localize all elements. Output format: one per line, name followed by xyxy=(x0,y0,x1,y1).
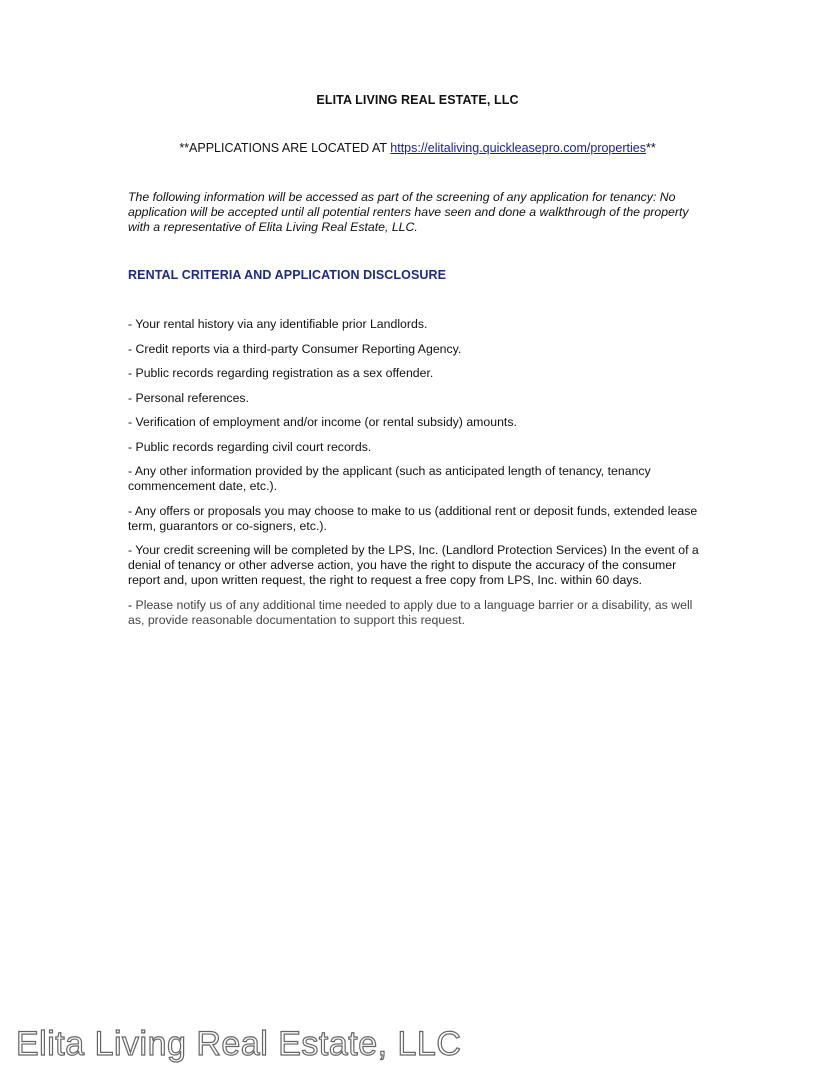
list-item: - Any other information provided by the applicant (such as anticipated length of tenancy, tenancy commencement date, etc.). xyxy=(128,464,651,493)
intro-paragraph: The following information will be accessed as part of the screening of any application for tenancy: No application will be accepted until all potential renters have seen and done a walkthrough of the property with a representative of Elita Living Real Estate, LLC. xyxy=(128,190,689,234)
company-title: ELITA LIVING REAL ESTATE, LLC xyxy=(316,93,519,107)
list-item: - Public records regarding registration as a sex offender. xyxy=(128,366,434,380)
list-item-notice xyxy=(128,598,708,628)
list-item-text: Please notify us of any additional time needed to apply due to a language barrier or a disability, as well as, provide reasonable documentation to support this request. xyxy=(128,597,693,627)
applications-prefix: **APPLICATIONS ARE LOCATED AT xyxy=(179,141,391,155)
applications-suffix: ** xyxy=(645,141,656,155)
section-heading: RENTAL CRITERIA AND APPLICATION DISCLOSURE xyxy=(128,268,447,282)
list-item: - Credit reports via a third-party Consumer Reporting Agency. xyxy=(128,341,462,356)
footer-brand-watermark: Elita Living Real Estate, LLC xyxy=(16,1025,462,1063)
list-item: - Any offers or proposals you may choose to make to us (additional rent or deposit funds, extended lease term, guarantors or co-signers, etc.). xyxy=(128,503,698,533)
list-item-dash: - xyxy=(128,597,136,612)
list-item: - Your credit screening will be completed by the LPS, Inc. (Landlord Protection Services) In the event of a denial of tenancy or other adverse action, you have the right to dispute the accuracy of the consumer report and, upon written request, the right to request a free copy from LPS, Inc. within 60 days. xyxy=(128,543,699,587)
applications-notice xyxy=(0,141,835,155)
list-item: - Personal references. xyxy=(128,390,249,405)
list-item: - Public records regarding civil court records. xyxy=(128,439,372,454)
criteria-list xyxy=(128,317,708,637)
applications-link[interactable]: https://elitaliving.quickleasepro.com/properties xyxy=(390,141,646,155)
list-item: - Your rental history via any identifiable prior Landlords. xyxy=(128,317,428,331)
list-item: - Verification of employment and/or income (or rental subsidy) amounts. xyxy=(128,415,517,429)
